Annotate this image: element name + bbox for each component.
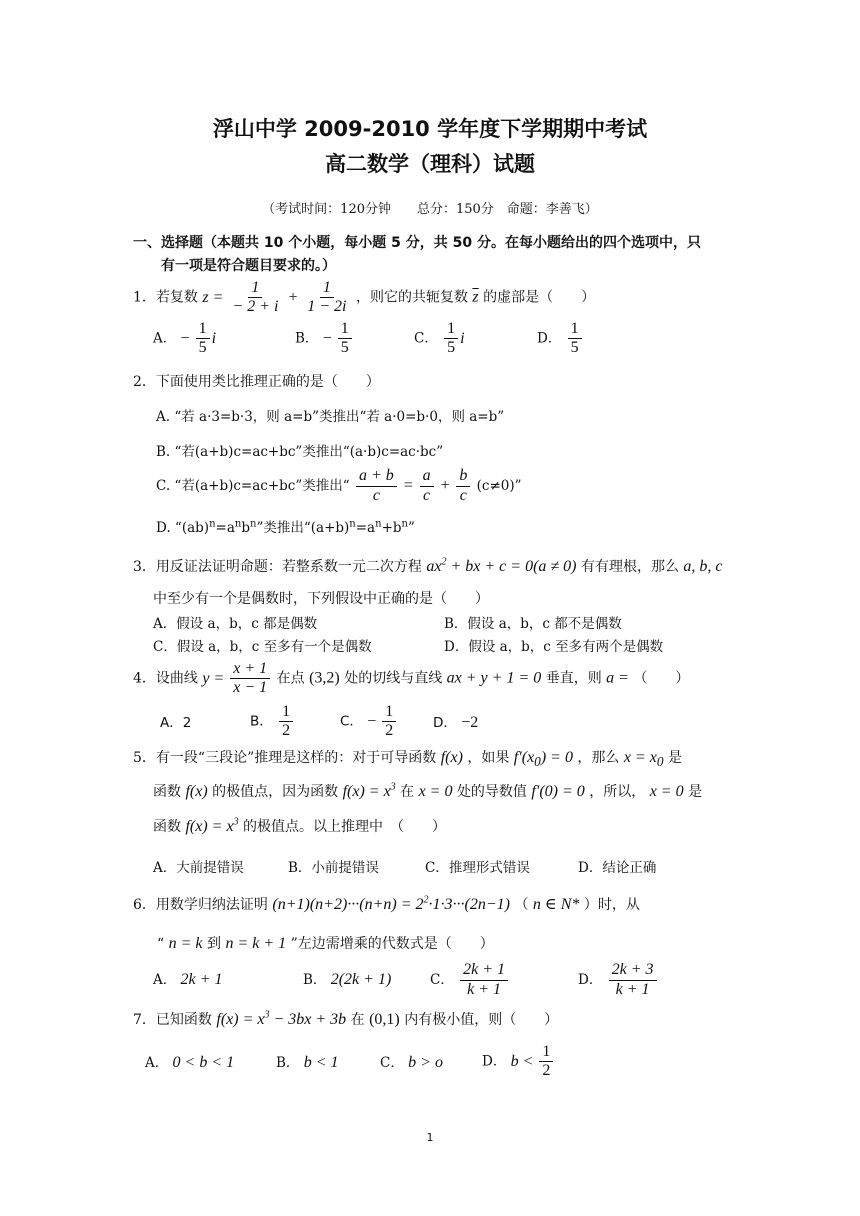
q1-option-b-value: − $\frac{1}{5}$ xyxy=(323,330,354,347)
q7-option-b-label: B． xyxy=(276,1055,300,1071)
q4-stem-end: （ ） xyxy=(633,670,690,687)
q6-text: 6．用数学归纳法证明 xyxy=(133,897,268,913)
q6-option-a-label: A． xyxy=(153,972,177,988)
q5-text: ，所以， xyxy=(589,784,646,800)
q2-option-c xyxy=(156,466,522,506)
q5-fx-cubic: $f(x) = x^3$ xyxy=(185,816,239,835)
q4-option-c xyxy=(340,703,398,741)
q6-option-c xyxy=(430,960,510,1000)
q2-option-d-part: ”类推出“(a+b) xyxy=(256,520,350,536)
q1-stem-suffix: ，则它的共轭复数 xyxy=(355,289,468,306)
q2-option-b: B. “若(a+b)c=ac+bc”类推出“(a·b)c=ac·bc” xyxy=(156,444,444,460)
q4-option-b-value: $\frac{1}{2}$ xyxy=(277,713,295,730)
q3-stem-line2: 中至少有一个是偶数时，下列假设中正确的是（ ） xyxy=(153,591,489,607)
q6-formula: $(n+1)(n+2)\cdot\cdot\cdot(n+n) = 2^2\cdot 1\cdot 3\cdot\cdot\cdot(2n-1)$ xyxy=(272,894,510,913)
q6-text: （ xyxy=(514,897,529,913)
q1-stem-end: 的虚部是（ ） xyxy=(483,289,596,306)
q7-option-a-label: A． xyxy=(145,1055,169,1071)
q6-option-a-value: 2k + 1 xyxy=(180,971,223,988)
q3-option-a: A．假设 a，b，c 都是偶数 xyxy=(153,616,318,632)
q4-option-c-label: C． xyxy=(340,713,363,730)
q4-option-d-value: −2 xyxy=(461,714,479,731)
q2-option-c-suffix: (c≠0)” xyxy=(476,478,522,494)
q1-formula: z = $\frac{1}{- 2 + i}$ + $\frac{1}{1 - 2i}$ xyxy=(202,279,347,316)
q7-option-c-label: C． xyxy=(380,1055,404,1071)
question-6-line2 xyxy=(157,933,494,953)
q4-stem-mid2: 处的切线与直线 xyxy=(344,670,443,687)
q5-option-b: B．小前提错误 xyxy=(288,860,379,876)
q4-curve: y = $\frac{x + 1}{x - 1}$ xyxy=(202,670,272,687)
q6-text: ”左边需增乘的代数式是（ ） xyxy=(290,936,494,952)
q5-option-c: C．推理形式错误 xyxy=(425,860,530,876)
q1-option-a-label: A． xyxy=(153,330,177,347)
exam-info: （考试时间：120分钟 总分：150分 命题：李善飞） xyxy=(262,202,598,217)
exam-subtitle: 高二数学（理科）试题 xyxy=(325,152,535,176)
q5-text: 是 xyxy=(688,784,703,800)
q5-text: ，那么 xyxy=(577,750,620,766)
q5-option-d: D．结论正确 xyxy=(578,860,657,876)
q2-option-d-part: =a xyxy=(215,520,235,536)
q1-option-c-value: $\frac{1}{5}$ i xyxy=(442,330,464,347)
q7-interval: (0,1) xyxy=(369,1011,400,1028)
q2-option-d-sup: n xyxy=(401,518,408,530)
q1-option-d-value: $\frac{1}{5}$ xyxy=(566,330,584,347)
q2-option-a: A. “若 a·3=b·3，则 a=b”类推出“若 a·0=b·0，则 a=b” xyxy=(156,409,505,425)
q5-text: 在 xyxy=(400,784,415,800)
q2-option-d-sup: n xyxy=(234,518,242,530)
q3-equation: $ax^2$ + bx + c = 0(a ≠ 0) xyxy=(426,556,577,575)
question-6-line1 xyxy=(133,894,640,914)
q5-derivative-x0: $f'(x_0) = 0$ xyxy=(513,749,573,770)
q1-option-a-value: − $\frac{1}{5}$ i xyxy=(180,320,217,357)
q2-option-d-part: =a xyxy=(355,520,376,536)
question-4 xyxy=(133,660,689,698)
q6-option-c-label: C． xyxy=(430,972,454,988)
q4-option-d-label: D． xyxy=(433,715,457,731)
q6-text: 到 xyxy=(206,936,221,952)
q5-derivative-zero: f′(0) = 0 xyxy=(531,783,585,800)
q6-option-d xyxy=(578,960,659,1000)
q6-option-b xyxy=(303,960,391,1000)
q1-option-b-label: B． xyxy=(295,330,319,347)
q6-option-d-label: D． xyxy=(578,972,603,988)
q6-n-equals-k: n = k xyxy=(168,935,203,952)
section-heading-line1: 一、选择题（本题共 10 个小题，每小题 5 分，共 50 分。在每小题给出的四个选项中，只 xyxy=(133,235,701,251)
q5-x-zero: x = 0 xyxy=(649,783,684,800)
q2-option-d-sup: n xyxy=(250,518,257,530)
q2-option-d-sup: n xyxy=(209,518,216,530)
q1-option-b xyxy=(295,320,354,358)
q5-fx: f(x) xyxy=(185,783,208,800)
q7-option-a xyxy=(145,1045,234,1081)
q2-option-d-part: D. “(ab) xyxy=(156,520,210,536)
q4-stem-mid1: 在点 xyxy=(276,670,305,687)
q3-stem-mid: 有有理根，那么 xyxy=(580,559,679,575)
q5-text: 是 xyxy=(668,750,682,766)
q4-point: (3,2) xyxy=(309,669,340,687)
q7-option-a-value: 0 < b < 1 xyxy=(172,1054,235,1071)
q7-option-b xyxy=(276,1045,339,1081)
q6-option-b-label: B． xyxy=(303,972,327,988)
q5-text: 5．有一段“三段论”推理是这样的：对于可导函数 xyxy=(133,750,437,766)
question-2: 2．下面使用类比推理正确的是（ ） xyxy=(133,374,380,390)
q6-domain: n ∈ N* xyxy=(532,896,580,913)
q1-option-c xyxy=(414,320,465,358)
q6-option-a xyxy=(153,960,222,1000)
q7-stem-prefix: 7．已知函数 xyxy=(133,1012,212,1028)
section-heading-line2: 有一项是符合题目要求的。） xyxy=(161,258,336,274)
q6-n-equals-k-plus-1: n = k + 1 xyxy=(225,935,287,952)
page-number: 1 xyxy=(426,1131,434,1144)
q7-option-c xyxy=(380,1045,443,1081)
q2-option-c-prefix: C. “若(a+b)c=ac+bc”类推出“ xyxy=(156,478,350,494)
question-1 xyxy=(133,279,595,317)
q4-line: ax + y + 1 = 0 xyxy=(446,669,542,687)
q1-option-a xyxy=(153,320,216,358)
question-5-line3 xyxy=(153,816,446,836)
question-3 xyxy=(133,556,723,576)
q5-text: ，如果 xyxy=(467,750,510,766)
q2-option-d-sup: n xyxy=(375,518,382,530)
q4-option-c-value: − $\frac{1}{2}$ xyxy=(367,713,398,730)
q5-text: 函数 xyxy=(153,819,181,835)
q4-option-b-label: B． xyxy=(250,713,273,730)
q6-text: “ xyxy=(157,936,165,952)
q3-option-c: C．假设 a，b，c 至多有一个是偶数 xyxy=(153,639,372,655)
q1-conjugate-z: $\overline{z}$ xyxy=(472,288,479,306)
q2-option-d-part: +b xyxy=(381,520,402,536)
q4-stem-prefix: 4．设曲线 xyxy=(133,670,198,687)
q5-option-a: A．大前提错误 xyxy=(153,860,244,876)
q5-x-equals-x0: $x = x_0$ xyxy=(623,749,664,770)
q5-fx-cubic: $f(x) = x^3$ xyxy=(342,781,396,800)
q6-option-b-value: 2(2k + 1) xyxy=(330,971,392,988)
q7-option-d xyxy=(482,1043,555,1081)
q2-option-d-sup: n xyxy=(349,518,356,530)
q1-option-d xyxy=(537,320,584,358)
q7-stem-end: 内有极小值，则（ ） xyxy=(404,1012,559,1028)
exam-title: 浮山中学 2009-2010 学年度下学期期中考试 xyxy=(212,117,648,141)
q4-option-b xyxy=(250,703,295,741)
q7-option-c-value: b > o xyxy=(408,1054,443,1071)
q2-option-d-part: b xyxy=(241,520,250,536)
q3-option-b: B．假设 a，b，c 都不是偶数 xyxy=(444,616,622,632)
q3-option-d: D．假设 a，b，c 至多有两个是偶数 xyxy=(444,639,664,655)
q5-fx: f(x) xyxy=(440,749,463,766)
q2-option-d xyxy=(156,516,415,536)
q6-text: ）时，从 xyxy=(583,897,640,913)
q6-option-d-value: $\frac{2k + 3}{k + 1}$ xyxy=(607,971,659,988)
q1-option-d-label: D． xyxy=(537,330,562,347)
q7-function: $f(x) = x^3 - 3bx + 3b$ xyxy=(216,1009,347,1028)
q4-option-d xyxy=(433,705,478,741)
q5-text: 处的导数值 xyxy=(456,784,527,800)
q3-stem-prefix: 3．用反证法证明命题：若整系数一元二次方程 xyxy=(133,559,422,575)
question-5-line2 xyxy=(153,781,702,801)
q4-option-a: A．2 xyxy=(160,715,192,731)
q1-stem-prefix: 1．若复数 xyxy=(133,289,198,306)
q6-option-c-value: $\frac{2k + 1}{k + 1}$ xyxy=(458,971,510,988)
q1-option-c-label: C． xyxy=(414,330,438,347)
q7-option-d-label: D． xyxy=(482,1053,507,1070)
question-5-line1 xyxy=(133,747,682,770)
q5-x-zero: x = 0 xyxy=(418,783,453,800)
q5-text: 的极值点。以上推理中 （ ） xyxy=(243,819,447,835)
q5-text: 函数 xyxy=(153,784,181,800)
q7-stem-mid: 在 xyxy=(350,1012,365,1028)
q7-option-b-value: b < 1 xyxy=(303,1054,339,1071)
q7-option-d-value: b < $\frac{1}{2}$ xyxy=(511,1053,556,1070)
q2-option-d-part: ” xyxy=(408,520,415,536)
question-7 xyxy=(133,1009,558,1029)
q4-a-equals: a = xyxy=(606,669,629,687)
q2-option-c-formula: $\frac{a + b}{c}$ = $\frac{a}{c}$ + $\frac{b}{c}$ xyxy=(354,477,472,494)
q5-text: 的极值点，因为函数 xyxy=(212,784,339,800)
q3-variables: a, b, c xyxy=(683,558,723,575)
q4-stem-mid3: 垂直，则 xyxy=(545,670,602,687)
